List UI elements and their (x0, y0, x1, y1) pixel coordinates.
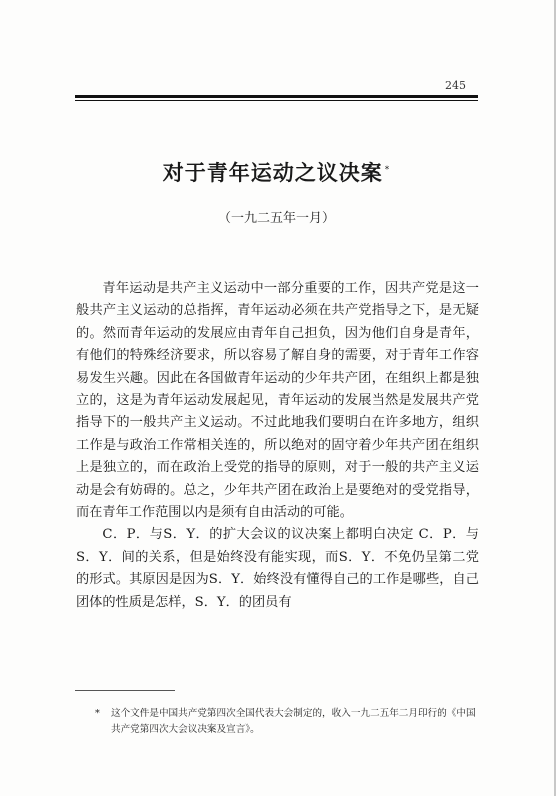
header-rule-thick (75, 95, 478, 98)
footnote-text: 这个文件是中国共产党第四次全国代表大会制定的，收入一九二五年二月印行的《中国共产党第四次大会议决案及宣言》。 (111, 708, 476, 735)
footnote-rule (75, 690, 175, 691)
page-number: 245 (445, 79, 466, 92)
body-text (76, 278, 479, 614)
footnote (95, 706, 480, 738)
footnote-mark: * (95, 708, 100, 719)
title-text: 对于青年运动之议决案 (162, 161, 383, 185)
footnote-reference-mark: * (384, 165, 391, 175)
document-date: （一九二五年一月） (217, 211, 335, 226)
paragraph: 青年运动是共产主义运动中一部分重要的工作，因共产党是这一般共产主义运动的总指挥，青年运动必须在共产党指导之下，是无疑的。然而青年运动的发展应由青年自己担负，因为他们自身是青年，有他们的特殊经济要求，所以容易了解自身的需要，对于青年工作容易发生兴趣。因此在各国做青年运动的少年共产团，在组织上都是独立的，这是为青年运动发展起见，青年运动的发展当然是发展共产党指导下的一般共产主义运动。不过此地我们要明白在许多地方，组织工作是与政治工作常相关连的，所以绝对的固守着少年共产团在组织上是独立的，而在政治上受党的指导的原则，对于一般的共产主义运动是会有妨碍的。总之，少年共产团在政治上是要绝对的受党指导，而在青年工作范围以内是须有自由活动的可能。 (76, 281, 479, 521)
paragraph: C．P．与S．Y．的扩大会议的议决案上都明白决定 C．P．与S．Y．间的关系，但是始终没有能实现，而S．Y．不免仍呈第二党的形式。其原因是因为S．Y．始终没有懂得自己的工作是哪些，自己团体的性质是怎样，S．Y．的团员有 (76, 527, 479, 610)
header-rule-thin (75, 100, 478, 101)
document-title (75, 157, 478, 187)
